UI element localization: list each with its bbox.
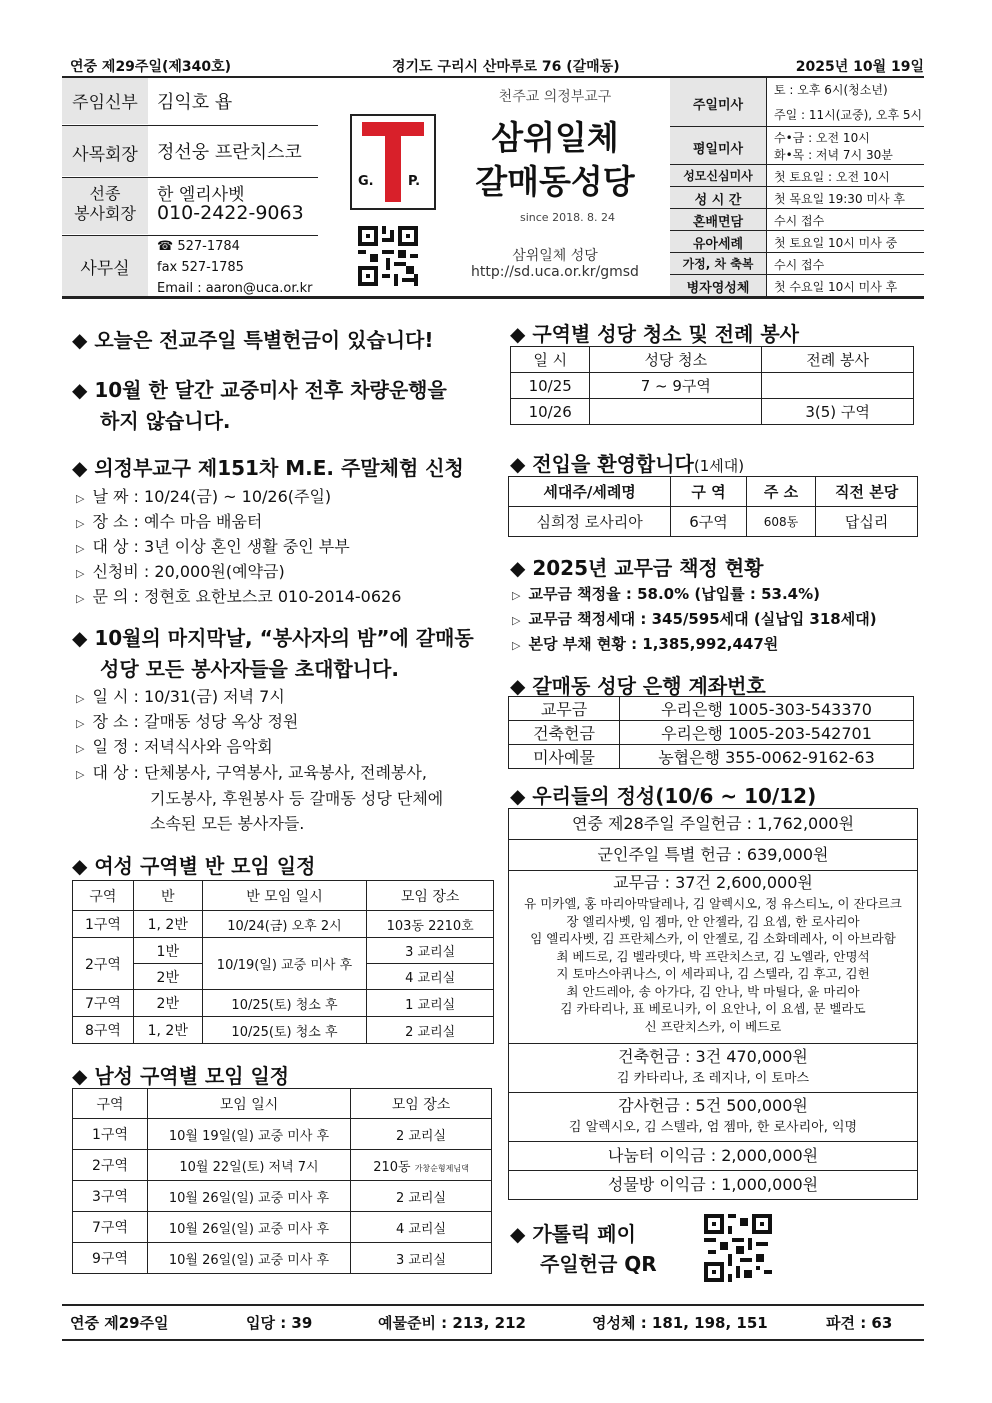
volunteer-target-cont-1: 기도봉사, 후원봉사 등 갈매동 성당 단체에 [150, 789, 444, 808]
volunteer-target-cont-2: 소속된 모든 봉사자들. [150, 814, 305, 833]
notice-mission-sunday: ◆ 오늘은 전교주일 특별헌금이 있습니다! [72, 328, 434, 352]
since-date: since 2018. 8. 24 [520, 211, 616, 224]
offering-kyomu: 교무금 : 37건 2,600,000원 유 미카엘, 홍 마리아막달레나, 김 알렉시오, 정 유스티노, 이 잔다르크 장 엘리사벳, 임 젬마, 안 안젤라, 김 요셉, 한 로사리아 임 엘리사벳, 김 프란체스카, 이 안젤로, 김 소화데레사, 이 아브라함 최 베드로, 김 벨라뎃다, 박 프란치스코, 김 노엘라, 안명석 지 토마스아퀴나스, 이 세라피나, 김 스텔라, 김 후고, 김헌 최 안드레아, 송 아가다, 김 안나, 박 마틸다, 윤 마리아 김 카타리나, 표 베로니카, 이 요안나, 이 요셉, 문 벨라도 신 프란치스카, 이 베드로 [509, 871, 917, 1044]
top-bar [62, 56, 924, 76]
church-logo [350, 114, 436, 210]
volunteer-item-time: ▷ 일 시 : 10/31(금) 저녁 7시 [76, 687, 285, 706]
me-item-date: ▷ 날 짜 : 10/24(금) ~ 10/26(주일) [76, 487, 332, 506]
mass-label-sick: 병자영성체 [686, 281, 750, 296]
church-name-line1: 삼위일체 [491, 118, 619, 157]
office-phone: ☎ 527-1784 [157, 239, 240, 254]
mass-value-baptism: 첫 토요일 10시 미사 중 [774, 236, 898, 250]
volunteer-item-target: ▷ 대 상 : 단체봉사, 구역봉사, 교육봉사, 전례봉사, [76, 763, 427, 782]
header-contacts [62, 78, 318, 296]
pastor-label: 주임신부 [72, 93, 138, 113]
table-row: 1구역 10월 19일(일) 교중 미사 후 2 교리실 [73, 1119, 492, 1150]
office-email: Email : aaron@uca.or.kr [157, 281, 313, 296]
offering-gift: 성물방 이익금 : 1,000,000원 [607, 1175, 819, 1194]
table-row: 미사예물 농협은행 355-0062-9162-63 [509, 745, 914, 769]
mass-label-sunday: 주일미사 [692, 98, 744, 113]
mass-value-blessing: 수시 접수 [774, 258, 825, 272]
council-name: 정선웅 프란치스코 [157, 142, 302, 163]
offering-sunday: 연중 제28주일 주일헌금 : 1,762,000원 [509, 809, 917, 840]
missionary-label: 선종 봉사회장 [74, 184, 136, 223]
site-name: 삼위일체 성당 [512, 248, 598, 264]
logo-left-text: G. [358, 174, 374, 189]
footer-dismiss: 파견 : 63 [826, 1314, 893, 1332]
qr-title-2: 주일헌금 QR [540, 1252, 657, 1276]
fee-title: ◆ 2025년 교무금 책정 현황 [510, 556, 764, 580]
women-meeting-table [72, 880, 494, 1044]
church-name-line2: 갈매동성당 [475, 162, 635, 201]
mass-value-sick: 첫 수요일 10시 미사 후 [774, 280, 898, 294]
welcome-title: ◆ 전입을 환영합니다(1세대) [510, 452, 745, 476]
fee-item-households: ▷ 교무금 책정세대 : 345/595세대 (실납입 318세대) [512, 610, 877, 628]
cleaning-title: ◆ 구역별 성당 청소 및 전례 봉사 [510, 322, 799, 346]
mass-schedule [670, 78, 924, 296]
men-head-time: 모임 일시 [148, 1089, 351, 1119]
diocese-name: 천주교 의정부교구 [498, 89, 612, 105]
mass-value-marriage: 수시 접수 [774, 214, 825, 228]
pastor-name: 김익호 욥 [157, 92, 233, 113]
table-row: 건축헌금 우리은행 1005-203-542701 [509, 721, 914, 745]
table-row: 10/26 3(5) 구역 [511, 399, 914, 425]
mass-value-weekday-2: 화•목 : 저녁 7시 30분 [774, 148, 893, 162]
volunteer-title-1: ◆ 10월의 마지막날, “봉사자의 밤”에 갈매동 [72, 626, 474, 650]
offering-thanks: 감사헌금 : 5건 500,000원 김 알렉시오, 김 스텔라, 엄 젬마, 한 로사리아, 익명 [509, 1093, 917, 1142]
welcome-table: 세대주/세례명 구 역 주 소 직전 본당 심희정 로사리아 6구역 608동 답십리 [508, 476, 918, 537]
table-row: 10/25 7 ~ 9구역 [511, 373, 914, 399]
mass-label-marian: 성모신심미사 [683, 169, 753, 183]
site-url[interactable]: http://sd.uca.or.kr/gmsd [471, 264, 639, 280]
missionary-phone: 010-2422-9063 [157, 202, 304, 224]
notice-no-shuttle-2: 하지 않습니다. [100, 409, 231, 433]
men-meeting-table [72, 1088, 492, 1274]
council-label: 사목회장 [72, 145, 138, 165]
men-head-place: 모임 장소 [351, 1089, 492, 1119]
missionary-name: 한 엘리사벳 [157, 185, 245, 205]
me-item-contact: ▷ 문 의 : 정현호 요한보스코 010-2014-0626 [76, 587, 402, 606]
footer-ipdang: 입당 : 39 [246, 1314, 313, 1332]
issue-date: 2025년 10월 19일 [795, 59, 924, 75]
footer-bottom-rule [62, 1339, 924, 1341]
logo-graphic [352, 116, 434, 208]
mass-label-holyhour: 성 시 간 [694, 193, 742, 208]
table-row: 교무금 우리은행 1005-303-543370 [509, 697, 914, 721]
offering-share: 나눔터 이익금 : 2,000,000원 [509, 1142, 917, 1171]
offering-qr-icon[interactable] [704, 1214, 772, 1282]
table-row: 1구역 1, 2반 10/24(금) 오후 2시 103동 2210호 [73, 911, 494, 938]
table-row: 9구역 10월 26일(일) 교중 미사 후 3 교리실 [73, 1243, 492, 1274]
mass-value-sunday-2: 주일 : 11시(교중), 오후 5시 [774, 108, 923, 122]
bank-title: ◆ 갈매동 성당 은행 계좌번호 [510, 674, 766, 698]
women-meeting-title: ◆ 여성 구역별 반 모임 일정 [72, 854, 316, 878]
logo-right-text: P. [408, 174, 421, 189]
women-head-time: 반 모임 일시 [202, 881, 367, 911]
notice-no-shuttle-1: ◆ 10월 한 달간 교중미사 전후 차량운행을 [72, 378, 447, 402]
mass-label-marriage: 혼배면담 [692, 215, 744, 230]
footer-week: 연중 제29주일 [70, 1314, 169, 1332]
offering-box [508, 808, 918, 1200]
church-address: 경기도 구리시 산마루로 76 (갈매동) [392, 59, 620, 75]
men-head-zone: 구역 [73, 1089, 148, 1119]
men-meeting-title: ◆ 남성 구역별 모임 일정 [72, 1064, 290, 1088]
mass-label-baptism: 유아세례 [692, 237, 744, 252]
office-info [157, 236, 313, 299]
table-row: 7구역 10월 26일(일) 교중 미사 후 4 교리실 [73, 1212, 492, 1243]
cleaning-table: 일 시 성당 청소 전례 봉사 10/25 7 ~ 9구역 10/26 3(5) 구역 [510, 346, 914, 425]
fee-item-rate: ▷ 교무금 책정율 : 58.0% (납입률 : 53.4%) [512, 585, 820, 603]
office-fax: fax 527-1785 [157, 260, 244, 275]
office-label: 사무실 [80, 259, 130, 279]
offering-military: 군인주일 특별 헌금 : 639,000원 [509, 840, 917, 871]
me-item-target: ▷ 대 상 : 3년 이상 혼인 생활 중인 부부 [76, 537, 350, 556]
volunteer-title-2: 성당 모든 봉사자들을 초대합니다. [100, 657, 399, 681]
bank-table [508, 696, 914, 769]
footer-top-rule [62, 1304, 924, 1306]
table-row: 8구역 1, 2반 10/25(토) 청소 후 2 교리실 [73, 1017, 494, 1044]
women-head-place: 모임 장소 [367, 881, 494, 911]
table-row: 7구역 2반 10/25(토) 청소 후 1 교리실 [73, 990, 494, 1017]
footer-bar [62, 1312, 924, 1334]
mass-label-weekday: 평일미사 [692, 142, 744, 157]
me-title: ◆ 의정부교구 제151차 M.E. 주말체험 신청 [72, 456, 464, 480]
table-row: 심희정 로사리아 6구역 608동 답십리 [509, 507, 918, 537]
table-row: 2반 4 교리실 [73, 964, 494, 990]
women-head-ban: 반 [133, 881, 202, 911]
footer-yemul: 예물준비 : 213, 212 [378, 1314, 526, 1332]
footer-communion: 영성체 : 181, 198, 151 [592, 1314, 768, 1332]
volunteer-item-place: ▷ 장 소 : 갈매동 성당 옥상 정원 [76, 712, 299, 731]
header-rule [62, 296, 924, 299]
mass-value-holyhour: 첫 목요일 19:30 미사 후 [774, 192, 905, 206]
offering-building: 건축헌금 : 3건 470,000원 김 카타리나, 조 레지나, 이 토마스 [509, 1044, 917, 1093]
fee-item-debt: ▷ 본당 부채 현황 : 1,385,992,447원 [512, 635, 779, 653]
mass-value-sunday-1: 토 : 오후 6시(청소년) [774, 83, 888, 97]
offering-title: ◆ 우리들의 정성(10/6 ~ 10/12) [510, 784, 817, 808]
qr-title-1: ◆ 가톨릭 페이 [510, 1222, 636, 1246]
mass-value-weekday-1: 수•금 : 오전 10시 [774, 131, 870, 145]
mass-label-blessing: 가정, 차 축복 [682, 257, 754, 271]
issue-week: 연중 제29주일(제340호) [70, 59, 232, 75]
me-item-fee: ▷ 신청비 : 20,000원(예약금) [76, 562, 285, 581]
table-row: 2구역 1반 10/19(일) 교중 미사 후 3 교리실 [73, 938, 494, 964]
women-head-zone: 구역 [73, 881, 134, 911]
table-row: 2구역 10월 22일(토) 저녁 7시 210동 가창순형제님댁 [73, 1150, 492, 1181]
table-row: 3구역 10월 26일(일) 교중 미사 후 2 교리실 [73, 1181, 492, 1212]
volunteer-item-program: ▷ 일 정 : 저녁식사와 음악회 [76, 737, 273, 756]
site-qr-icon [358, 226, 418, 286]
me-item-place: ▷ 장 소 : 예수 마음 배움터 [76, 512, 263, 531]
mass-value-marian: 첫 토요일 : 오전 10시 [774, 170, 890, 184]
